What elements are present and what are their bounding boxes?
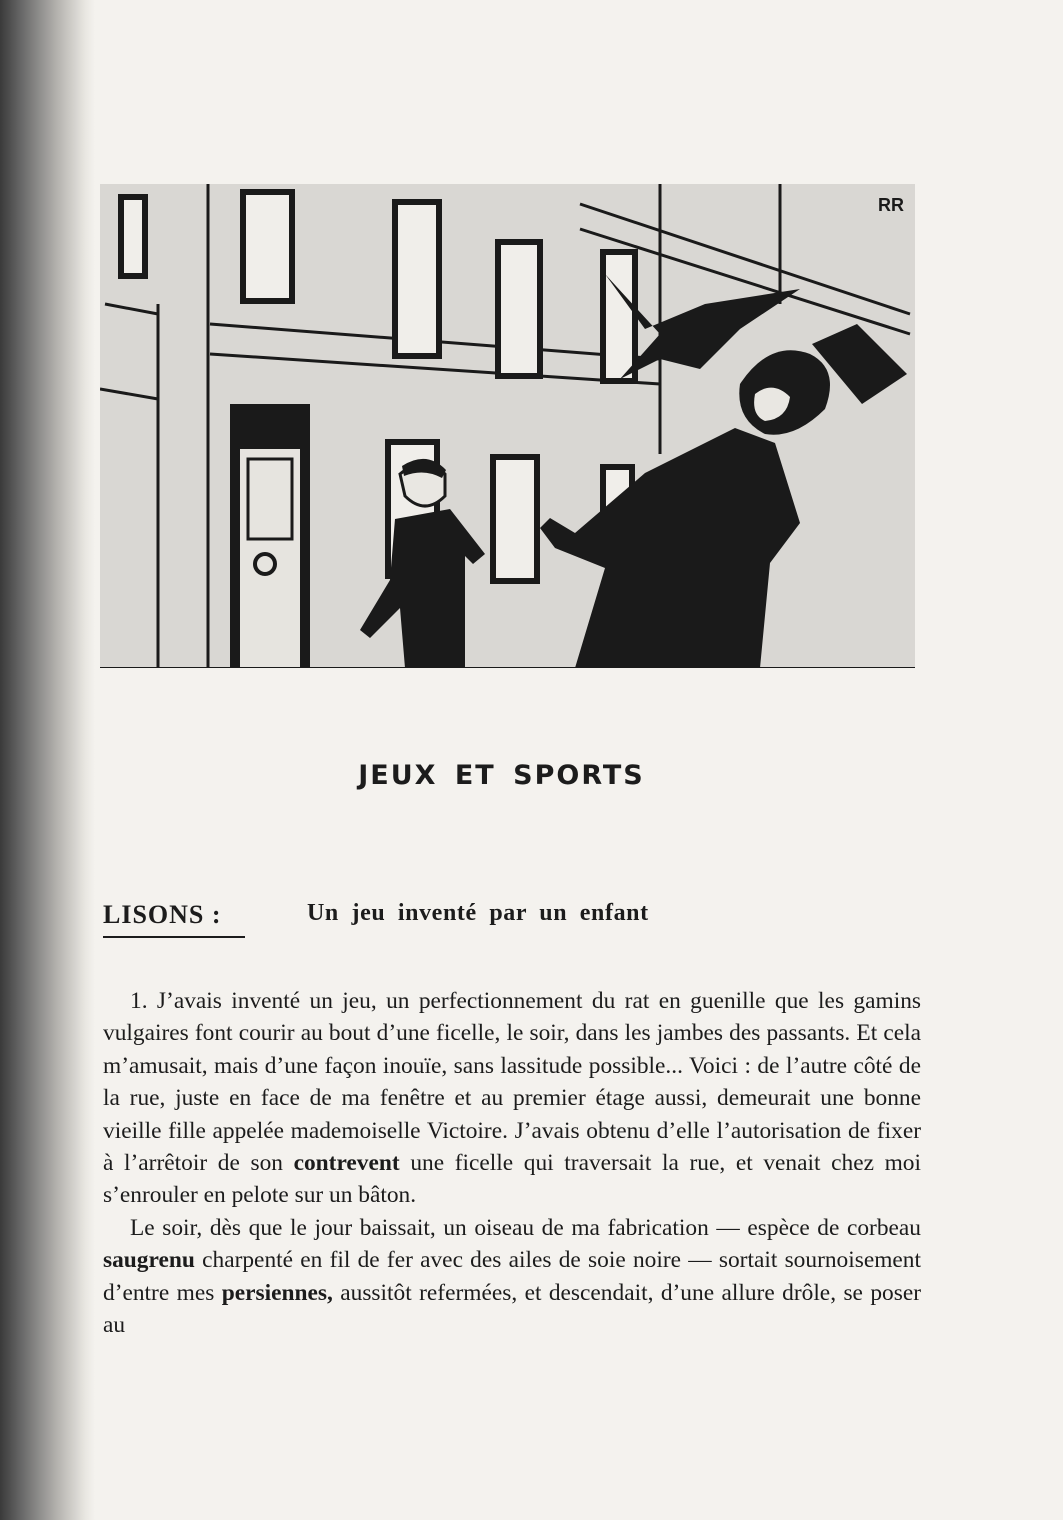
vocabulary-word-saugrenu: saugrenu xyxy=(103,1247,195,1274)
lesson-title: Un jeu inventé par un enfant xyxy=(307,900,649,926)
text-segment: Le soir, dès que le jour baissait, un oiseau de ma fabrication — espèce de corbeau xyxy=(130,1214,921,1241)
text-segment: 1. J’avais inventé un jeu, un perfectionnement du rat en guenille que les gamins vulgaires font courir au bout d’une ficelle, le soir, dans les jambes des passants. Et cela m’amusait, mais d’une façon inouïe, sans lassitude possible... Voici : de l’autre côté de la rue, juste en face de ma fenêtre et au premier étage aussi, demeurait une bonne vieille fille appelée mademoiselle Victoire. J’avais obtenu d’elle l’autorisation de fixer à l’arrêtoir de son xyxy=(103,988,921,1177)
illustration-drawing xyxy=(100,184,915,668)
lesson-label: LISONS : xyxy=(103,900,222,929)
vocabulary-word-persiennes: persiennes, xyxy=(221,1279,333,1306)
text-segment: charpenté en fil de fer avec des ailes de soie noire — sortait sournoisement d’entre mes xyxy=(103,1247,921,1306)
vocabulary-word-contrevent: contrevent xyxy=(293,1150,400,1177)
paragraph-2 xyxy=(103,1212,921,1342)
lesson-label-underline xyxy=(103,936,245,938)
artist-signature: RR xyxy=(878,195,904,215)
paragraph-1 xyxy=(103,985,921,1212)
street-scene-illustration xyxy=(100,184,915,668)
text-segment: une ficelle qui traversait la rue, et venait chez moi s’enrouler en pelote sur un bâton. xyxy=(103,1150,921,1209)
section-title: JEUX ET SPORTS xyxy=(358,760,645,791)
reading-text xyxy=(103,985,921,1341)
text-segment: aussitôt refermées, et descendait, d’une allure drôle, se poser au xyxy=(103,1279,921,1339)
